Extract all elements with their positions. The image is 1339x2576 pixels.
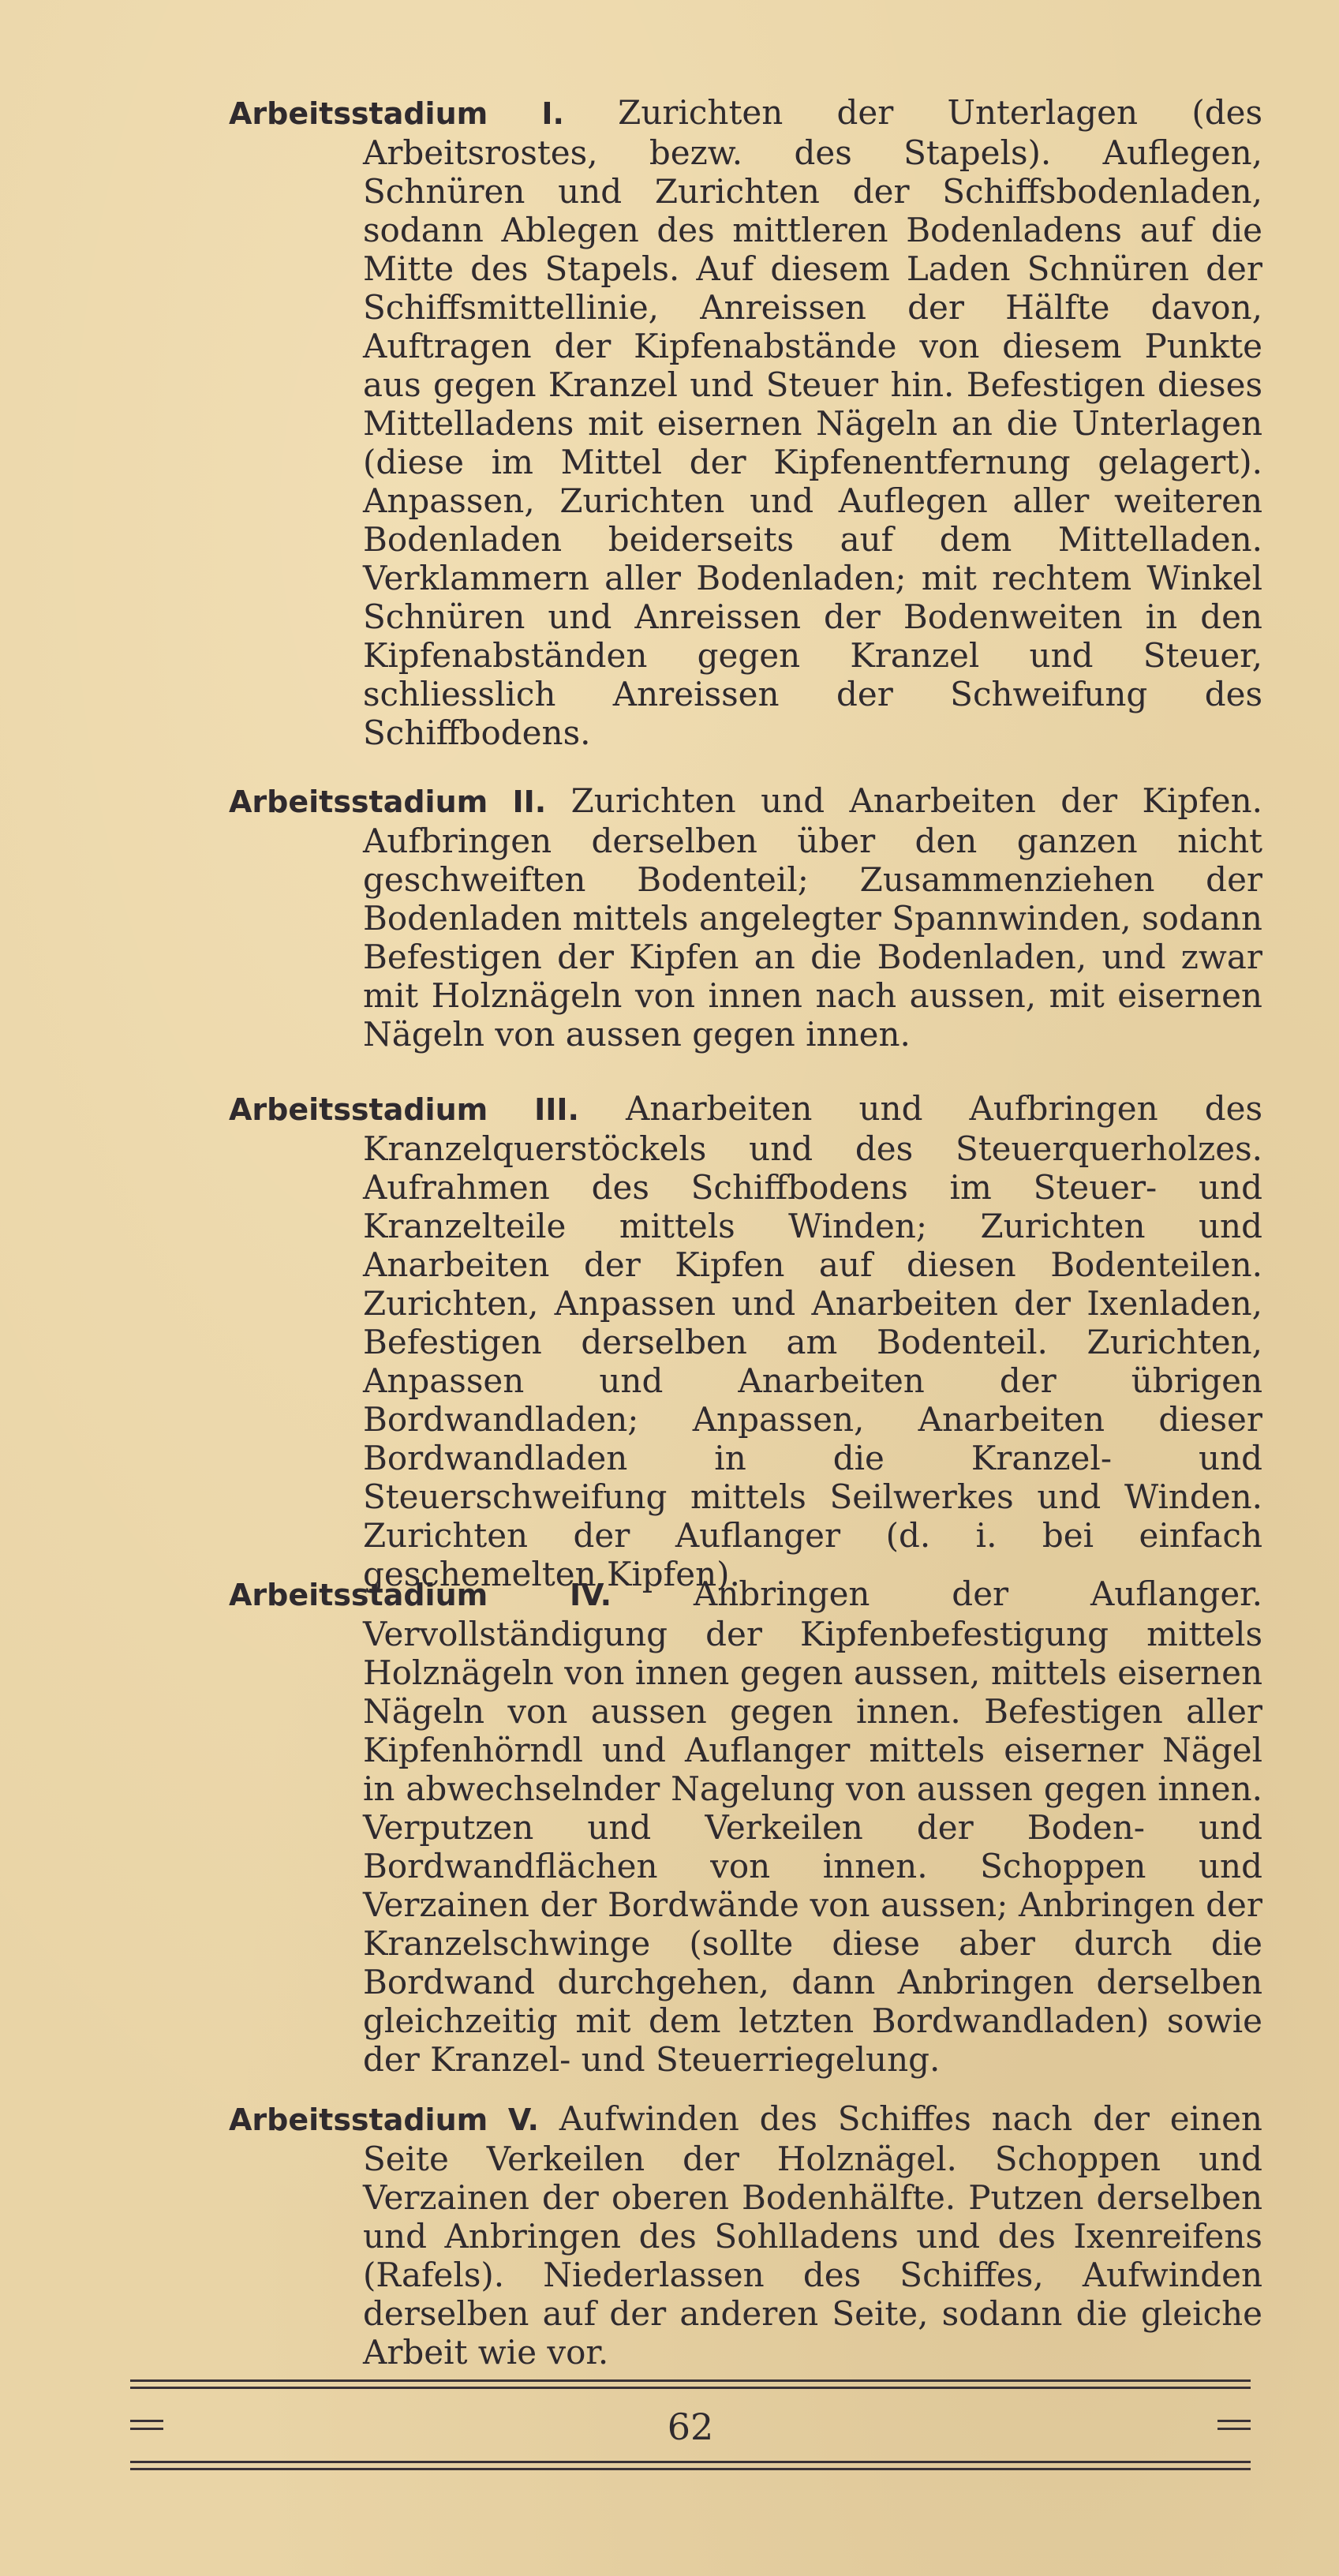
- section-stadium-2: [229, 781, 1262, 1054]
- section-paragraph: [229, 93, 1262, 752]
- section-label: Arbeitsstadium II.: [229, 784, 547, 819]
- section-text: Zurichten und Anarbeiten der Kipfen. Aufbringen derselben über den ganzen nicht geschweiften Bodenteil; Zusammenziehen der Bodenladen mittels angelegter Spannwinden, sodann Befestigen der Kipfen an die Bodenladen, und zwar mit Holznägeln von innen nach aussen, mit eisernen Nägeln von aussen gegen innen.: [363, 781, 1262, 1054]
- section-text: Zurichten der Unterlagen (des Arbeitsrostes, bezw. des Stapels). Auflegen, Schnüren und Zurichten der Schiffsbodenladen, sodann Ablegen des mittleren Bodenladens auf die Mitte des Stapels. Auf diesem Laden Schnüren der Schiffsmittellinie, Anreissen der Hälfte davon, Auftragen der Kipfenabstände von diesem Punkte aus gegen Kranzel und Steuer hin. Befestigen dieses Mittelladens mit eisernen Nägeln an die Unterlagen (diese im Mittel der Kipfenentfernung gelagert). Anpassen, Zurichten und Auflegen aller weiteren Bodenladen beiderseits auf dem Mittelladen. Verklammern aller Bodenladen; mit rechtem Winkel Schnüren und Anreissen der Bodenweiten in den Kipfenabständen gegen Kranzel und Steuer, schliesslich Anreissen der Schweifung des Schiffbodens.: [363, 93, 1262, 752]
- section-text: Aufwinden des Schiffes nach der einen Seite Verkeilen der Holznägel. Schoppen und Verzainen der oberen Bodenhälfte. Putzen derselben und Anbringen des Sohlladens und des Ixenreifens (Rafels). Niederlassen des Schiffes, Aufwinden derselben auf der anderen Seite, sodann die gleiche Arbeit wie vor.: [363, 2099, 1262, 2372]
- section-paragraph: [229, 2099, 1262, 2372]
- right-double-dash-ornament: [1217, 2420, 1251, 2436]
- footer-rule-top: [130, 2379, 1251, 2382]
- footer-rule-bottom-inner: [130, 2461, 1251, 2463]
- page-number: 62: [667, 2406, 714, 2448]
- section-label: Arbeitsstadium I.: [229, 96, 564, 131]
- page-footer: [130, 2399, 1251, 2454]
- section-stadium-1: [229, 93, 1262, 752]
- footer-rule-bottom: [130, 2468, 1251, 2470]
- section-stadium-5: [229, 2099, 1262, 2372]
- footer-rule-top-inner: [130, 2387, 1251, 2389]
- section-stadium-4: [229, 1574, 1262, 2079]
- section-text: Anbringen der Auflanger. Vervollständigung der Kipfenbefestigung mittels Holznägeln von innen gegen aussen, mittels eisernen Nägeln von aussen gegen innen. Befestigen aller Kipfenhörndl und Auflanger mittels eiserner Nägel in abwechselnder Nagelung von aussen gegen innen. Verputzen und Verkeilen der Boden- und Bordwandflächen von innen. Schoppen und Verzainen der Bordwände von aussen; Anbringen der Kranzelschwinge (sollte diese aber durch die Bordwand durchgehen, dann Anbringen derselben gleichzeitig mit dem letzten Bordwandladen) sowie der Kranzel- und Steuerriegelung.: [363, 1574, 1262, 2079]
- section-stadium-3: [229, 1089, 1262, 1593]
- section-label: Arbeitsstadium V.: [229, 2102, 539, 2137]
- section-label: Arbeitsstadium III.: [229, 1092, 579, 1127]
- section-paragraph: [229, 1089, 1262, 1593]
- section-paragraph: [229, 1574, 1262, 2079]
- section-label: Arbeitsstadium IV.: [229, 1578, 612, 1612]
- section-text: Anarbeiten und Aufbringen des Kranzelquerstöckels und des Steuerquerholzes. Aufrahmen des Schiffbodens im Steuer- und Kranzelteile mittels Winden; Zurichten und Anarbeiten der Kipfen auf diesen Bodenteilen. Zurichten, Anpassen und Anarbeiten der Ixenladen, Befestigen derselben am Bodenteil. Zurichten, Anpassen und Anarbeiten der übrigen Bordwandladen; Anpassen, Anarbeiten dieser Bordwandladen in die Kranzel- und Steuerschweifung mittels Seilwerkes und Winden. Zurichten der Auflanger (d. i. bei einfach geschemelten Kipfen).: [363, 1089, 1262, 1593]
- section-paragraph: [229, 781, 1262, 1054]
